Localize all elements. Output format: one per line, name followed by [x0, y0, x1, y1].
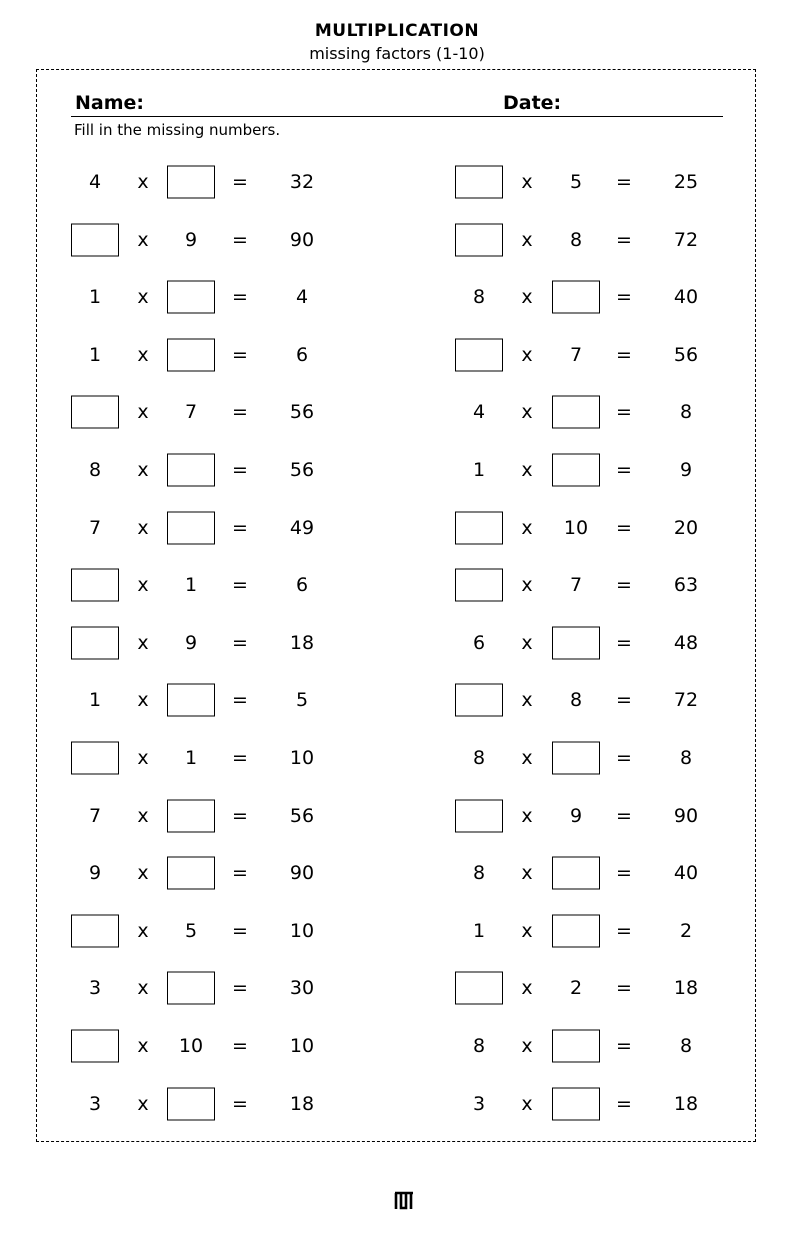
- factor-b: 9: [184, 631, 198, 654]
- equals-sign: =: [232, 919, 248, 942]
- missing-factor-box[interactable]: [167, 166, 215, 199]
- missing-factor-box[interactable]: [167, 1087, 215, 1120]
- equals-sign: =: [232, 286, 248, 309]
- times-sign: x: [137, 228, 149, 251]
- missing-factor-box[interactable]: [167, 799, 215, 832]
- missing-factor-box[interactable]: [552, 857, 600, 890]
- missing-factor-box[interactable]: [455, 799, 503, 832]
- times-sign: x: [521, 804, 533, 827]
- product: 2: [679, 919, 693, 942]
- times-sign: x: [521, 862, 533, 885]
- times-sign: x: [137, 1092, 149, 1115]
- instructions: Fill in the missing numbers.: [74, 121, 281, 139]
- times-sign: x: [137, 171, 149, 193]
- factor-b: 5: [184, 919, 198, 942]
- times-sign: x: [137, 919, 149, 942]
- equals-sign: =: [616, 574, 632, 597]
- equals-sign: =: [616, 1035, 632, 1057]
- times-sign: x: [137, 747, 149, 769]
- missing-factor-box[interactable]: [167, 684, 215, 717]
- times-sign: x: [137, 862, 149, 885]
- missing-factor-box[interactable]: [71, 223, 119, 256]
- equals-sign: =: [616, 343, 632, 366]
- product: 56: [289, 804, 315, 827]
- factor-a: 1: [88, 286, 102, 309]
- times-sign: x: [521, 516, 533, 539]
- missing-factor-box[interactable]: [552, 281, 600, 314]
- product: 48: [673, 631, 699, 654]
- equals-sign: =: [232, 747, 248, 769]
- missing-factor-box[interactable]: [552, 626, 600, 659]
- equals-sign: =: [616, 171, 632, 193]
- times-sign: x: [137, 516, 149, 539]
- times-sign: x: [521, 228, 533, 251]
- worksheet-title: MULTIPLICATION: [314, 21, 480, 41]
- times-sign: x: [521, 401, 533, 424]
- times-sign: x: [137, 286, 149, 309]
- product: 40: [673, 862, 699, 885]
- product: 90: [289, 228, 315, 251]
- times-sign: x: [521, 459, 533, 481]
- times-sign: x: [521, 343, 533, 366]
- product: 10: [289, 747, 315, 769]
- product: 90: [673, 804, 699, 827]
- times-sign: x: [521, 574, 533, 597]
- missing-factor-box[interactable]: [455, 684, 503, 717]
- missing-factor-box[interactable]: [552, 914, 600, 947]
- product: 56: [289, 401, 315, 424]
- factor-a: 1: [472, 919, 486, 942]
- times-sign: x: [137, 631, 149, 654]
- equals-sign: =: [232, 171, 248, 193]
- missing-factor-box[interactable]: [552, 396, 600, 429]
- factor-a: 8: [472, 286, 486, 309]
- missing-factor-box[interactable]: [552, 1087, 600, 1120]
- factor-b: 1: [184, 574, 198, 597]
- factor-a: 8: [472, 1035, 486, 1057]
- factor-b: 7: [569, 343, 583, 366]
- name-date-line[interactable]: [71, 116, 723, 117]
- factor-a: 3: [88, 1092, 102, 1115]
- product: 10: [289, 1035, 315, 1057]
- equals-sign: =: [232, 1035, 248, 1057]
- times-sign: x: [521, 689, 533, 712]
- times-sign: x: [137, 1035, 149, 1057]
- factor-a: 6: [472, 631, 486, 654]
- equals-sign: =: [232, 343, 248, 366]
- product: 40: [673, 286, 699, 309]
- missing-factor-box[interactable]: [552, 742, 600, 775]
- equals-sign: =: [232, 977, 248, 1000]
- missing-factor-box[interactable]: [71, 1030, 119, 1063]
- times-sign: x: [521, 977, 533, 1000]
- worksheet-logo-icon: [394, 1191, 414, 1210]
- missing-factor-box[interactable]: [455, 972, 503, 1005]
- missing-factor-box[interactable]: [167, 281, 215, 314]
- missing-factor-box[interactable]: [455, 511, 503, 544]
- times-sign: x: [521, 747, 533, 769]
- product: 5: [295, 689, 309, 712]
- worksheet-subtitle: missing factors (1-10): [309, 44, 485, 63]
- product: 56: [673, 343, 699, 366]
- times-sign: x: [521, 1092, 533, 1115]
- factor-a: 8: [472, 862, 486, 885]
- factor-b: 8: [569, 228, 583, 251]
- missing-factor-box[interactable]: [71, 626, 119, 659]
- times-sign: x: [137, 977, 149, 1000]
- equals-sign: =: [232, 804, 248, 827]
- equals-sign: =: [616, 631, 632, 654]
- missing-factor-box[interactable]: [71, 742, 119, 775]
- factor-a: 7: [88, 804, 102, 827]
- equals-sign: =: [616, 804, 632, 827]
- product: 6: [295, 574, 309, 597]
- times-sign: x: [521, 631, 533, 654]
- factor-a: 7: [88, 516, 102, 539]
- factor-b: 7: [569, 574, 583, 597]
- missing-factor-box[interactable]: [167, 338, 215, 371]
- factor-a: 4: [472, 401, 486, 424]
- equals-sign: =: [232, 574, 248, 597]
- equals-sign: =: [616, 286, 632, 309]
- factor-a: 4: [88, 171, 102, 193]
- missing-factor-box[interactable]: [167, 857, 215, 890]
- times-sign: x: [137, 689, 149, 712]
- missing-factor-box[interactable]: [552, 1030, 600, 1063]
- product: 20: [673, 516, 699, 539]
- equals-sign: =: [616, 862, 632, 885]
- missing-factor-box[interactable]: [455, 166, 503, 199]
- equals-sign: =: [232, 401, 248, 424]
- product: 18: [673, 1092, 699, 1115]
- product: 6: [295, 343, 309, 366]
- product: 18: [289, 1092, 315, 1115]
- times-sign: x: [137, 574, 149, 597]
- factor-b: 2: [569, 977, 583, 1000]
- missing-factor-box[interactable]: [455, 569, 503, 602]
- equals-sign: =: [616, 401, 632, 424]
- missing-factor-box[interactable]: [167, 511, 215, 544]
- product: 10: [289, 919, 315, 942]
- missing-factor-box[interactable]: [455, 223, 503, 256]
- times-sign: x: [137, 804, 149, 827]
- factor-b: 9: [184, 228, 198, 251]
- factor-b: 8: [569, 689, 583, 712]
- product: 72: [673, 689, 699, 712]
- equals-sign: =: [232, 862, 248, 885]
- product: 56: [289, 459, 315, 481]
- factor-a: 3: [88, 977, 102, 1000]
- equals-sign: =: [232, 1092, 248, 1115]
- equals-sign: =: [616, 516, 632, 539]
- equals-sign: =: [616, 459, 632, 481]
- missing-factor-box[interactable]: [71, 914, 119, 947]
- missing-factor-box[interactable]: [167, 454, 215, 487]
- equals-sign: =: [232, 459, 248, 481]
- factor-a: 3: [472, 1092, 486, 1115]
- product: 8: [679, 401, 693, 424]
- factor-a: 1: [88, 689, 102, 712]
- missing-factor-box[interactable]: [71, 569, 119, 602]
- times-sign: x: [521, 286, 533, 309]
- factor-a: 1: [88, 343, 102, 366]
- missing-factor-box[interactable]: [552, 454, 600, 487]
- product: 30: [289, 977, 315, 1000]
- equals-sign: =: [232, 228, 248, 251]
- product: 72: [673, 228, 699, 251]
- equals-sign: =: [616, 228, 632, 251]
- missing-factor-box[interactable]: [71, 396, 119, 429]
- equals-sign: =: [232, 689, 248, 712]
- missing-factor-box[interactable]: [167, 972, 215, 1005]
- factor-b: 7: [184, 401, 198, 424]
- factor-a: 9: [88, 862, 102, 885]
- factor-b: 5: [569, 171, 583, 193]
- factor-a: 1: [472, 459, 486, 481]
- product: 18: [289, 631, 315, 654]
- factor-b: 10: [178, 1035, 204, 1057]
- factor-b: 10: [563, 516, 589, 539]
- equals-sign: =: [232, 631, 248, 654]
- equals-sign: =: [616, 747, 632, 769]
- times-sign: x: [137, 343, 149, 366]
- times-sign: x: [521, 171, 533, 193]
- equals-sign: =: [616, 1092, 632, 1115]
- factor-a: 8: [472, 747, 486, 769]
- factor-b: 1: [184, 747, 198, 769]
- product: 32: [289, 171, 315, 193]
- equals-sign: =: [616, 977, 632, 1000]
- factor-b: 9: [569, 804, 583, 827]
- product: 90: [289, 862, 315, 885]
- product: 25: [673, 171, 699, 193]
- name-label: Name:: [75, 92, 145, 114]
- product: 9: [679, 459, 693, 481]
- times-sign: x: [521, 919, 533, 942]
- missing-factor-box[interactable]: [455, 338, 503, 371]
- product: 63: [673, 574, 699, 597]
- equals-sign: =: [616, 919, 632, 942]
- product: 8: [679, 1035, 693, 1057]
- times-sign: x: [137, 401, 149, 424]
- factor-a: 8: [88, 459, 102, 481]
- equals-sign: =: [232, 516, 248, 539]
- date-label: Date:: [503, 92, 562, 114]
- product: 18: [673, 977, 699, 1000]
- equals-sign: =: [616, 689, 632, 712]
- times-sign: x: [521, 1035, 533, 1057]
- product: 4: [295, 286, 309, 309]
- product: 49: [289, 516, 315, 539]
- times-sign: x: [137, 459, 149, 481]
- product: 8: [679, 747, 693, 769]
